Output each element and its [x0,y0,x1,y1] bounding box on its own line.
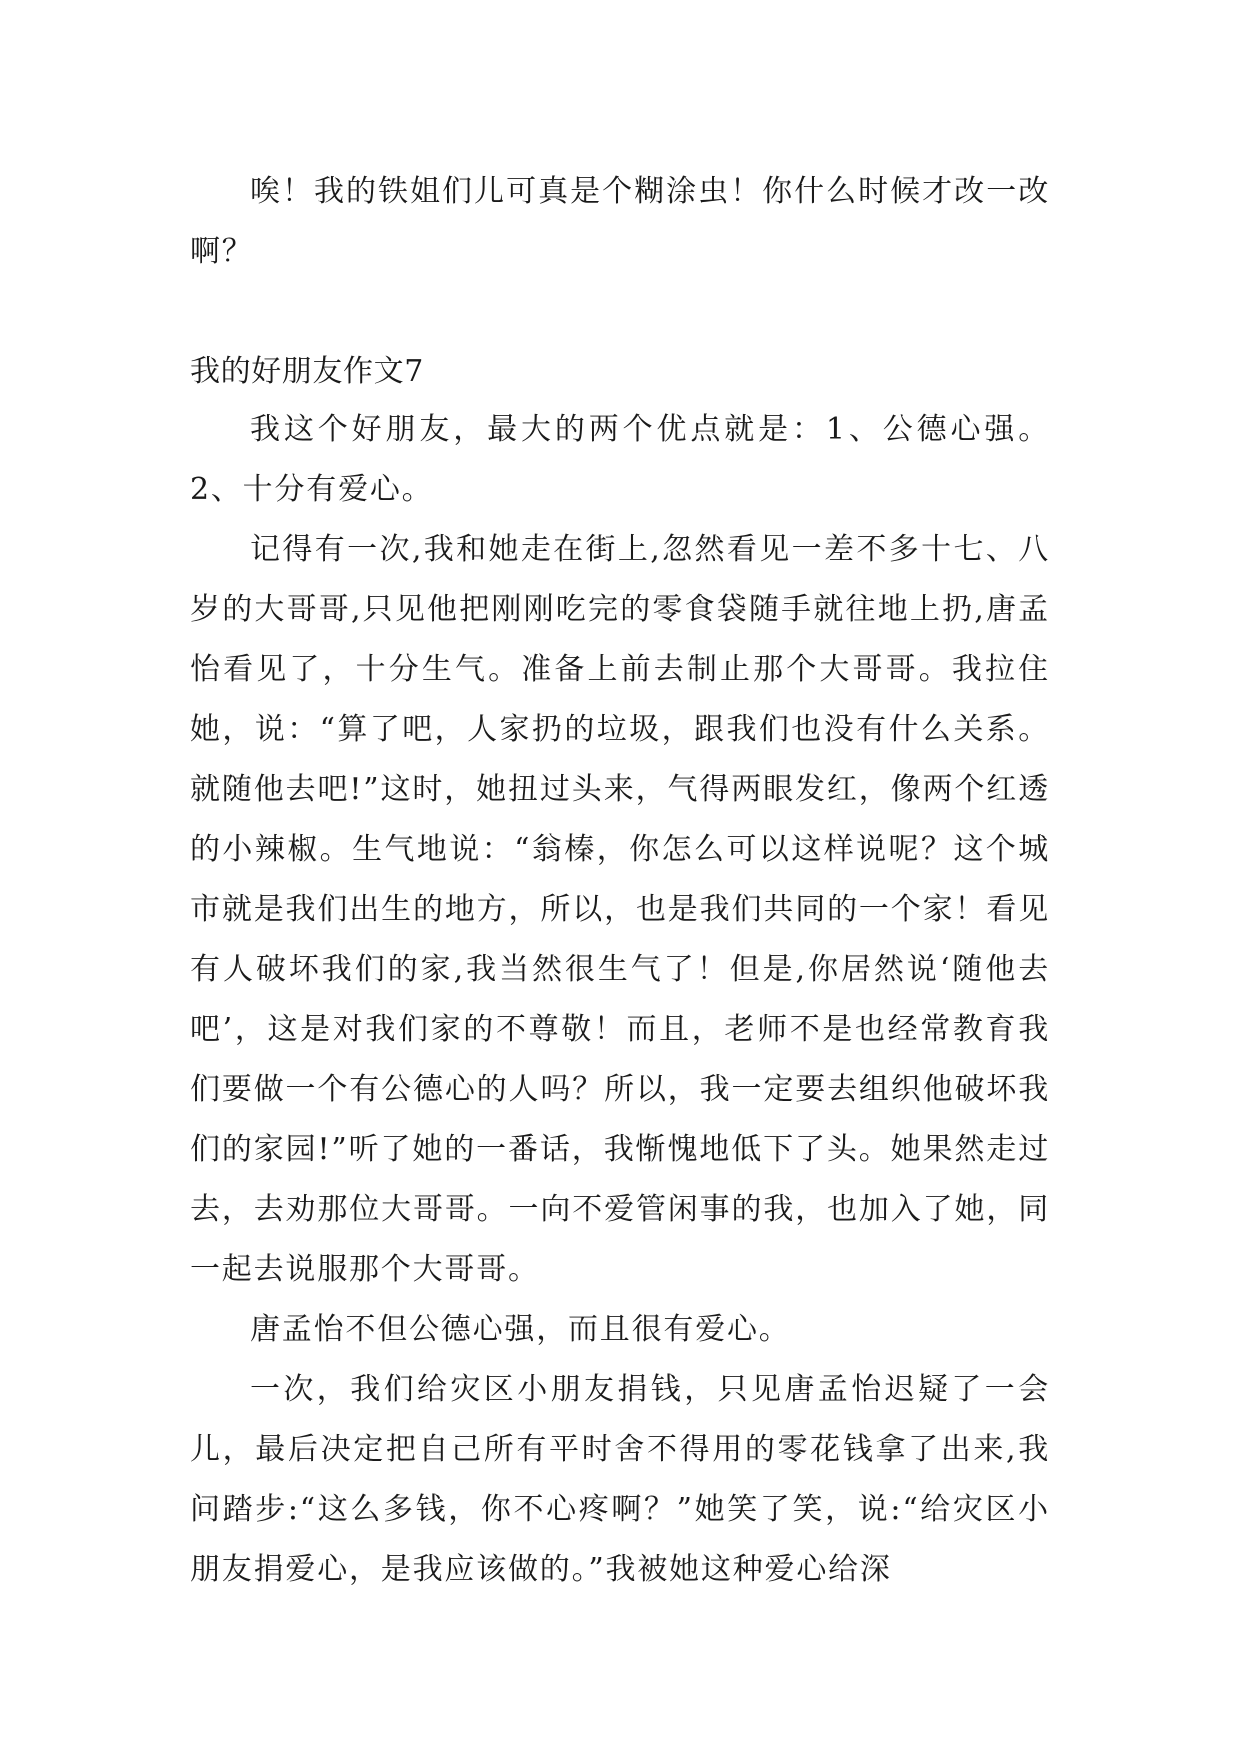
paragraph-street-story: 记得有一次,我和她走在街上,忽然看见一差不多十七、八岁的大哥哥,只见他把刚刚吃完的零食袋随手就往地上扔,唐孟怡看见了，十分生气。准备上前去制止那个大哥哥。我拉住她，说：“算了吧，人家扔的垃圾，跟我们也没有什么关系。就随他去吧!”这时，她扭过头来，气得两眼发红，像两个红透的小辣椒。生气地说：“翁榛，你怎么可以这样说呢？这个城市就是我们出生的地方，所以，也是我们共同的一个家！看见有人破坏我们的家,我当然很生气了！但是,你居然说‘随他去吧’，这是对我们家的不尊敬！而且，老师不是也经常教育我们要做一个有公德心的人吗？所以，我一定要去组织他破坏我们的家园!”听了她的一番话，我惭愧地低下了头。她果然走过去，去劝那位大哥哥。一向不爱管闲事的我，也加入了她，同一起去说服那个大哥哥。 [190,532,1050,1287]
paragraph-strengths: 我这个好朋友，最大的两个优点就是：1、公德心强。2、十分有爱心。 [190,412,1050,507]
paragraph-donation: 一次，我们给灾区小朋友捐钱，只见唐孟怡迟疑了一会儿，最后决定把自己所有平时舍不得用的零花钱拿了出来,我问踏步:“这么多钱，你不心疼啊？”她笑了笑，说:“给灾区小朋友捐爱心，是我应该做的。”我被她这种爱心给深 [190,1372,1050,1587]
document-body [190,162,1050,1600]
paragraph-kindness: 唐孟怡不但公德心强，而且很有爱心。 [250,1312,791,1347]
paragraph-intro: 唉！我的铁姐们儿可真是个糊涂虫！你什么时候才改一改啊？ [190,174,1050,269]
section-title: 我的好朋友作文7 [190,354,424,389]
paragraph-spacer [190,282,1050,342]
